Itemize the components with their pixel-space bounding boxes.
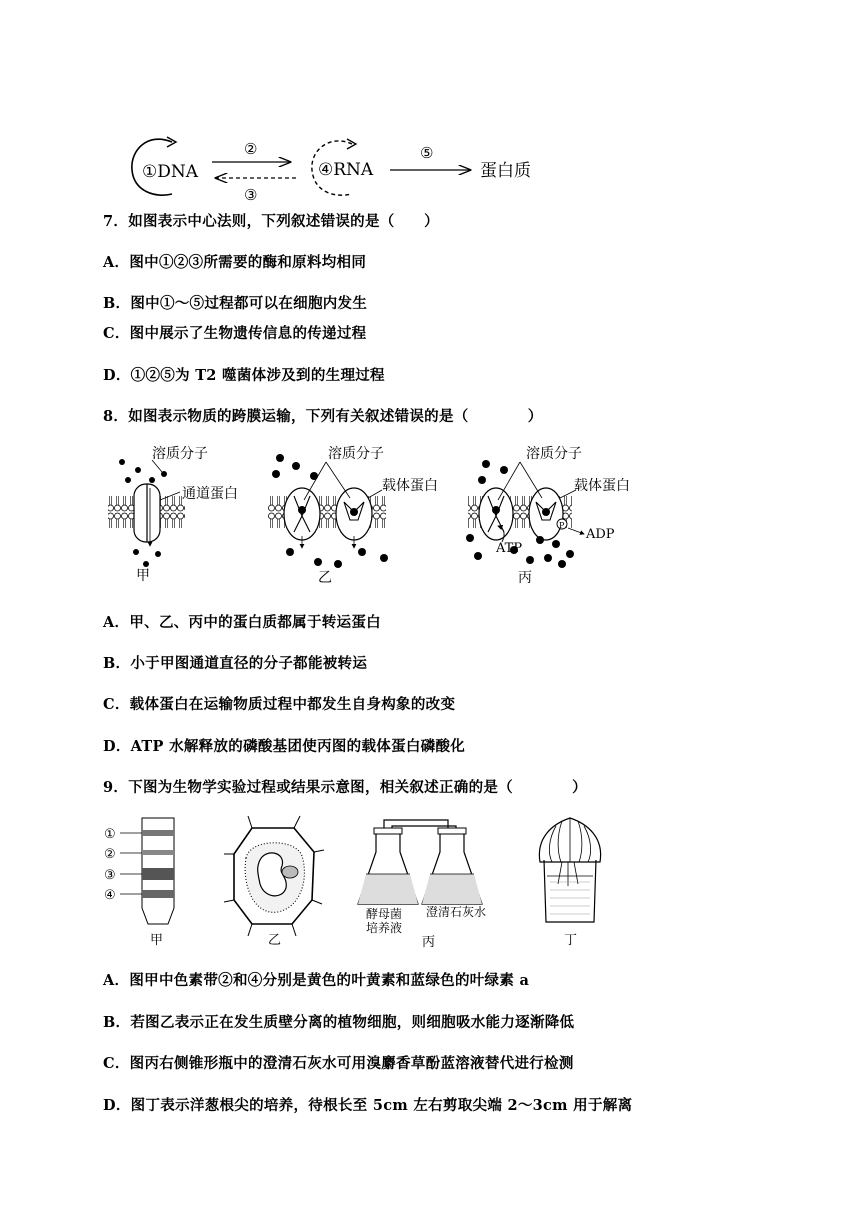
panel-yi-label: 乙 (318, 570, 332, 586)
panel-yi (268, 445, 438, 586)
limewater-label: 澄清石灰水 (426, 905, 487, 919)
band-4-label: ④ (104, 888, 116, 903)
membrane-transport-diagram (100, 440, 660, 590)
band-3-label: ③ (104, 868, 116, 883)
panel-bing (466, 445, 630, 586)
solute-label-jia: 溶质分子 (152, 446, 208, 462)
yeast-label-1: 酵母菌 (366, 907, 403, 921)
process-5-label: ⑤ (420, 144, 434, 162)
nucleus (282, 866, 298, 878)
central-dogma-diagram (120, 128, 560, 208)
q7-option-a: A．图中①②③所需要的酶和原料均相同 (103, 254, 367, 271)
channel-protein-label: 通道蛋白 (182, 486, 238, 502)
q9-option-b: B．若图乙表示正在发生质壁分离的植物细胞，则细胞吸水能力逐渐降低 (103, 1014, 575, 1031)
q8-option-d: D．ATP 水解释放的磷酸基团使丙图的载体蛋白磷酸化 (103, 738, 466, 755)
q9-option-a: A．图甲中色素带②和④分别是黄色的叶黄素和蓝绿色的叶绿素 a (103, 972, 530, 989)
q7-option-b: B．图中①～⑤过程都可以在细胞内发生 (103, 295, 368, 312)
q9-stem: 9．下图为生物学实验过程或结果示意图，相关叙述正确的是（ ） (103, 779, 587, 796)
experiment-diagram (100, 812, 620, 952)
solute-label-bing: 溶质分子 (526, 446, 582, 462)
panel-jia-label: 甲 (136, 568, 150, 584)
process-3-label: ③ (244, 186, 258, 204)
panel-bing-label-q9: 丙 (422, 935, 436, 950)
dna-label: ①DNA (142, 162, 199, 182)
panel-bing-label: 丙 (518, 570, 532, 586)
panel-yi-plant-cell (224, 816, 324, 948)
pigment-band-3 (142, 868, 174, 880)
q8-option-a: A．甲、乙、丙中的蛋白质都属于转运蛋白 (103, 614, 381, 631)
rna-label: ④RNA (318, 160, 374, 180)
pigment-band-1 (142, 830, 174, 836)
vacuole (258, 853, 287, 896)
protein-label: 蛋白质 (480, 161, 531, 181)
q7-stem: 7．如图表示中心法则，下列叙述错误的是（ ） (103, 213, 439, 230)
panel-ding-label: 丁 (564, 933, 578, 948)
panel-jia-chromatography (104, 818, 174, 948)
panel-bing-flasks (358, 820, 486, 950)
panel-yi-label-q9: 乙 (268, 933, 282, 948)
q8-stem: 8．如图表示物质的跨膜运输，下列有关叙述错误的是（ ） (103, 408, 543, 425)
q9-option-d: D．图丁表示洋葱根尖的培养，待根长至 5cm 左右剪取尖端 2～3cm 用于解离 (103, 1097, 633, 1114)
adp-label: ADP (586, 527, 615, 542)
pigment-band-4 (142, 890, 174, 898)
phosphate-label: P (559, 521, 565, 530)
atp-label: ATP (496, 541, 523, 556)
q9-option-c: C．图丙右侧锥形瓶中的澄清石灰水可用溴麝香草酚蓝溶液替代进行检测 (103, 1055, 574, 1072)
q8-option-c: C．载体蛋白在运输物质过程中都发生自身构象的改变 (103, 696, 456, 713)
yeast-label-2: 培养液 (366, 921, 403, 935)
carrier-protein-label-bing: 载体蛋白 (574, 478, 630, 494)
beaker (544, 860, 596, 922)
carrier-protein-label-yi: 载体蛋白 (382, 478, 438, 494)
process-2-label: ② (244, 140, 258, 158)
band-1-label: ① (104, 827, 116, 842)
solute-label-yi: 溶质分子 (328, 446, 384, 462)
panel-ding-onion (539, 818, 600, 948)
pigment-band-2 (142, 850, 174, 855)
panel-jia (108, 445, 238, 584)
panel-jia-label-q9: 甲 (150, 933, 164, 948)
q8-option-b: B．小于甲图通道直径的分子都能被转运 (103, 655, 368, 672)
q7-option-d: D．①②⑤为 T2 噬菌体涉及到的生理过程 (103, 367, 385, 384)
q7-option-c: C．图中展示了生物遗传信息的传递过程 (103, 325, 367, 342)
band-2-label: ② (104, 847, 116, 862)
